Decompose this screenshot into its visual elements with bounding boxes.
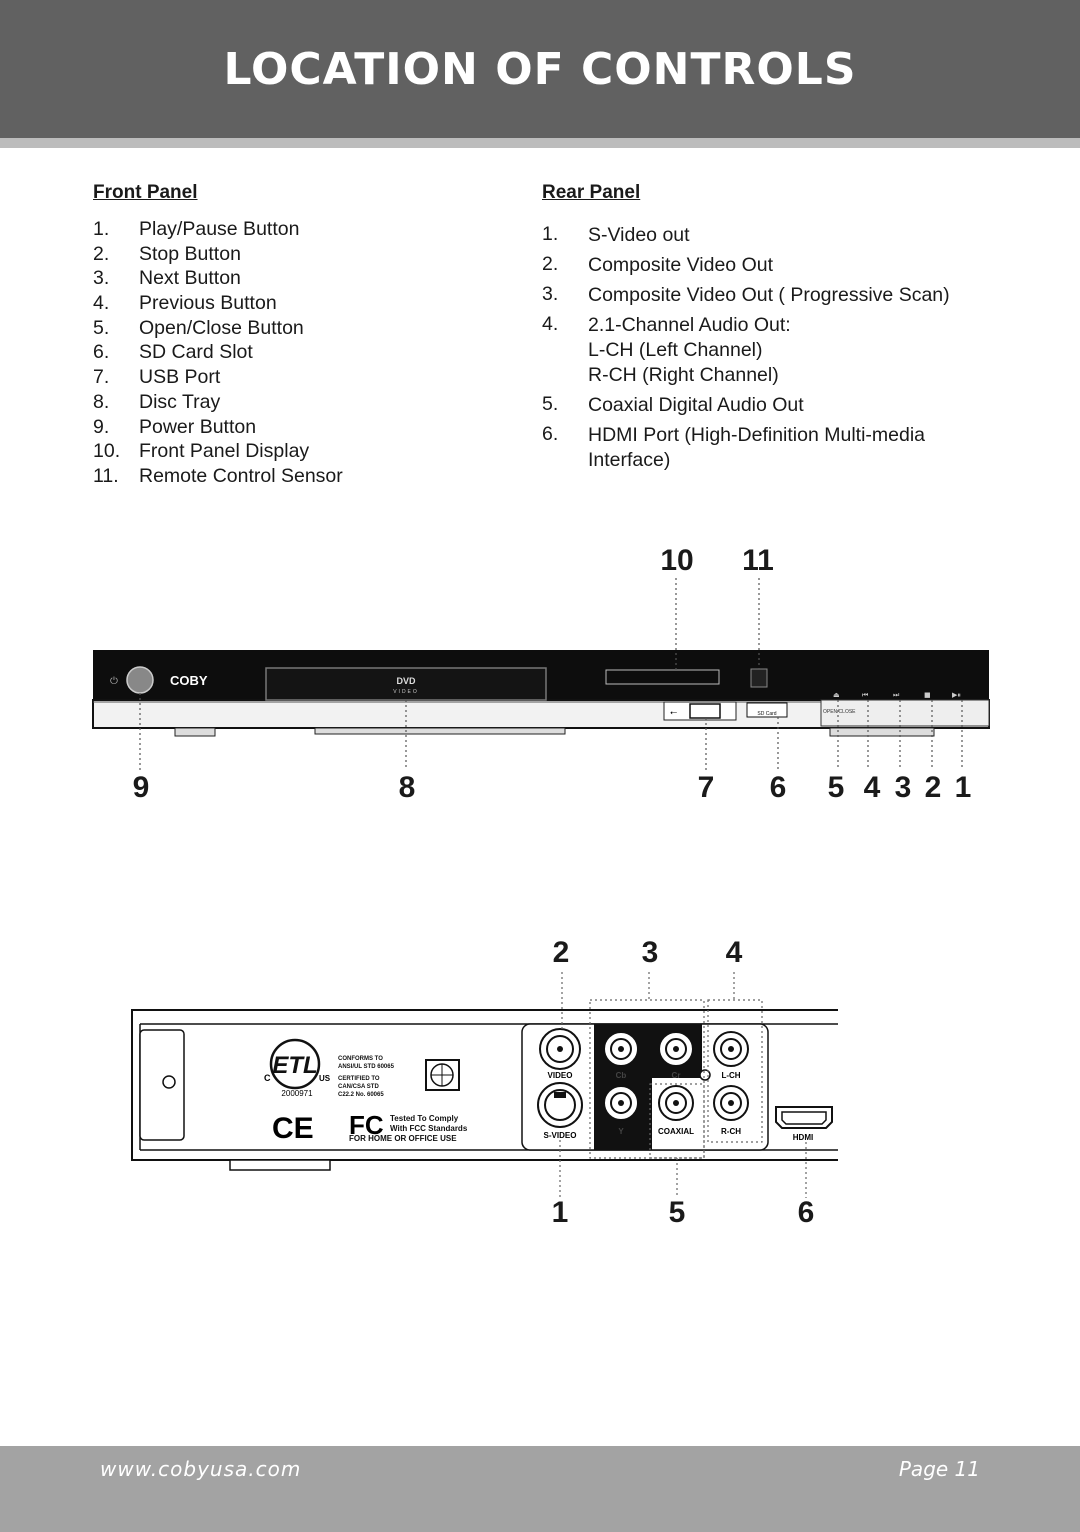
item-number: 4. <box>93 292 110 315</box>
svg-text:ETL: ETL <box>272 1052 318 1079</box>
footer-website[interactable]: www.cobyusa.com <box>100 1457 302 1481</box>
item-label: Composite Video Out ( Progressive Scan) <box>588 284 950 306</box>
svg-text:CERTIFIED TO: CERTIFIED TO <box>338 1076 380 1082</box>
item-number: 11. <box>93 464 119 487</box>
item-number: 6. <box>93 341 110 364</box>
front-panel-heading: Front Panel <box>93 182 198 203</box>
item-label: Stop Button <box>139 242 241 265</box>
item-label: Next Button <box>139 267 241 290</box>
callout-5: 5 <box>827 771 845 804</box>
svg-text:FOR HOME OR OFFICE USE: FOR HOME OR OFFICE USE <box>349 1134 457 1143</box>
item-number: 3. <box>93 267 110 290</box>
callout-6: 6 <box>769 771 787 804</box>
svg-text:Tested To Comply: Tested To Comply <box>390 1114 459 1123</box>
svg-text:L-CH: L-CH <box>721 1071 741 1080</box>
svg-text:US: US <box>319 1074 331 1083</box>
svg-text:HDMI: HDMI <box>792 1133 814 1142</box>
rear-callout-4: 4 <box>725 936 743 969</box>
item-label: 2.1-Channel Audio Out: <box>588 314 791 336</box>
item-number: 3. <box>542 283 559 305</box>
svg-text:C: C <box>264 1073 271 1083</box>
item-number: 2. <box>93 242 110 265</box>
callout-9: 9 <box>132 771 150 804</box>
next-icon: ⏭ <box>893 691 900 699</box>
dvd-logo: DVD <box>396 676 416 686</box>
item-number: 1. <box>542 223 559 245</box>
callout-4: 4 <box>863 771 881 804</box>
svg-text:Y: Y <box>618 1127 624 1136</box>
rear-callout-1: 1 <box>551 1196 569 1229</box>
item-number: 4. <box>542 313 559 335</box>
item-label: Remote Control Sensor <box>139 464 343 487</box>
item-label: SD Card Slot <box>139 341 253 364</box>
item-label: USB Port <box>139 366 221 389</box>
page-number: Page 11 <box>898 1457 980 1481</box>
callout-8: 8 <box>398 771 416 804</box>
rear-callout-6: 6 <box>797 1196 815 1229</box>
item-number: 5. <box>542 393 559 415</box>
item-number: 10. <box>93 440 121 463</box>
item-number: 8. <box>93 390 110 413</box>
prev-icon: ⏮ <box>862 691 869 699</box>
callout-1: 1 <box>954 771 972 804</box>
svg-text:With FCC Standards: With FCC Standards <box>390 1124 468 1133</box>
item-label: Play/Pause Button <box>139 218 300 240</box>
item-label: S-Video out <box>588 224 690 246</box>
item-label: Power Button <box>139 415 257 438</box>
callout-10: 10 <box>660 544 694 577</box>
item-number: 5. <box>93 316 110 339</box>
callout-7: 7 <box>697 771 715 804</box>
item-label: Open/Close Button <box>139 316 304 339</box>
sd-label: SD Card <box>757 711 777 717</box>
callout-3: 3 <box>894 771 912 804</box>
rear-screw <box>163 1076 175 1088</box>
svg-text:C22.2 No. 60065: C22.2 No. 60065 <box>338 1092 384 1098</box>
power-icon: ⏻ <box>110 676 118 687</box>
svg-text:S-VIDEO: S-VIDEO <box>543 1131 577 1140</box>
usb-icon: ⭠ <box>670 708 678 718</box>
item-number: 9. <box>93 415 110 438</box>
dvd-logo-sub: VIDEO <box>393 689 419 695</box>
svg-text:Cb: Cb <box>615 1071 627 1080</box>
svg-text:COAXIAL: COAXIAL <box>658 1127 694 1136</box>
item-label: HDMI Port (High-Definition Multi-media <box>588 424 926 446</box>
rear-callout-5: 5 <box>668 1196 686 1229</box>
rear-callout-3: 3 <box>641 936 659 969</box>
stop-icon: ■ <box>924 691 931 699</box>
item-label: Interface) <box>588 449 671 471</box>
item-number: 6. <box>542 423 559 445</box>
item-label: R-CH (Right Channel) <box>588 364 779 386</box>
svg-text:VIDEO: VIDEO <box>547 1071 573 1080</box>
svg-text:CONFORMS TO: CONFORMS TO <box>338 1056 383 1062</box>
item-label: L-CH (Left Channel) <box>588 339 763 361</box>
svg-text:ANSI/UL STD 60065: ANSI/UL STD 60065 <box>338 1064 394 1070</box>
svg-text:Cr: Cr <box>671 1071 681 1080</box>
fc-mark: FC <box>349 1110 384 1140</box>
callout-11: 11 <box>742 544 774 577</box>
play-pause-icon: ▶⏸ <box>952 691 961 699</box>
item-label: Previous Button <box>139 292 277 315</box>
item-label: Front Panel Display <box>139 440 310 463</box>
svg-text:CAN/CSA STD: CAN/CSA STD <box>338 1084 379 1090</box>
ce-mark: CE <box>272 1112 314 1145</box>
item-number: 2. <box>542 253 559 275</box>
etl-code: 2000971 <box>281 1089 313 1098</box>
eject-icon: ⏏ <box>833 691 840 699</box>
rear-panel-heading: Rear Panel <box>542 182 641 203</box>
item-label: Coaxial Digital Audio Out <box>588 394 804 416</box>
page-title: LOCATION OF CONTROLS <box>223 44 857 95</box>
item-number: 1. <box>93 218 110 240</box>
svg-text:R-CH: R-CH <box>721 1127 741 1136</box>
item-number: 7. <box>93 366 110 389</box>
rear-callout-2: 2 <box>552 936 570 969</box>
coby-logo: COBY <box>170 673 208 688</box>
callout-2: 2 <box>924 771 942 804</box>
item-label: Composite Video Out <box>588 254 773 276</box>
item-label: Disc Tray <box>139 390 221 413</box>
open-close-label: OPEN/CLOSE <box>823 709 856 715</box>
